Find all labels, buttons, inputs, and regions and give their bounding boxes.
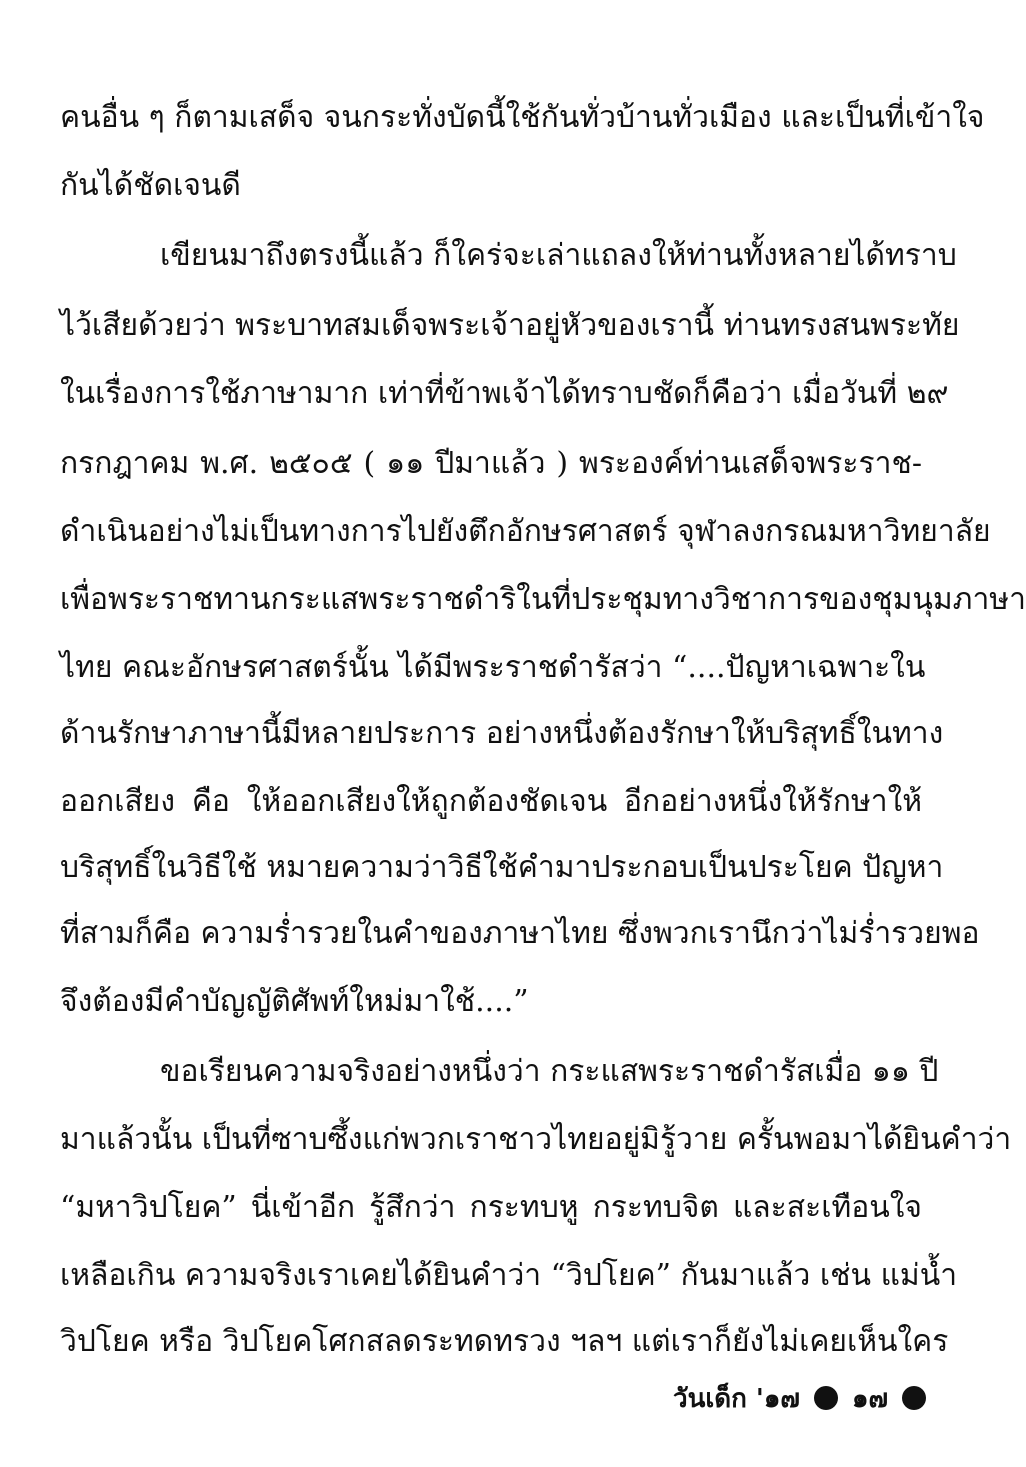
page-number: ๑๗ (851, 1383, 888, 1414)
paragraph-3-line-1: ขอเรียนความจริงอย่างหนึ่งว่า กระแสพระราชดำรัสเมื่อ ๑๑ ปี (160, 1054, 939, 1089)
paragraph-2-line-4: กรกฎาคม พ.ศ. ๒๕๐๕ ( ๑๑ ปีมาแล้ว ) พระองค์ท่านเสด็จพระราช- (60, 446, 922, 481)
paragraph-1-line-2: กันได้ชัดเจนดี (60, 168, 241, 203)
page-footer (673, 1378, 926, 1418)
paragraph-2-line-11: ที่สามก็คือ ความร่ำรวยในคำของภาษาไทย ซึ่งพวกเรานึกว่าไม่ร่ำรวยพอ (60, 916, 980, 951)
paragraph-2-line-1: เขียนมาถึงตรงนี้แล้ว ก็ใคร่จะเล่าแถลงให้ท่านทั้งหลายได้ทราบ (160, 238, 957, 273)
paragraph-2-line-6: เพื่อพระราชทานกระแสพระราชดำริในที่ประชุมทางวิชาการของชุมนุมภาษา (60, 582, 1026, 617)
paragraph-3-line-2: มาแล้วนั้น เป็นที่ซาบซึ้งแก่พวกเราชาวไทยอยู่มิรู้วาย ครั้นพอมาได้ยินคำว่า (60, 1122, 1012, 1157)
paragraph-2-line-8: ด้านรักษาภาษานี้มีหลายประการ อย่างหนึ่งต้องรักษาให้บริสุทธิ์ในทาง (60, 716, 944, 751)
paragraph-2-line-3: ในเรื่องการใช้ภาษามาก เท่าที่ข้าพเจ้าได้ทราบชัดก็คือว่า เมื่อวันที่ ๒๙ (60, 376, 949, 411)
bullet-dot-icon (902, 1386, 926, 1410)
paragraph-3-line-3: “มหาวิปโยค” นี่เข้าอีก รู้สึกว่า กระทบหู กระทบจิต และสะเทือนใจ (60, 1190, 922, 1225)
paragraph-2-line-7: ไทย คณะอักษรศาสตร์นั้น ได้มีพระราชดำรัสว่า “....ปัญหาเฉพาะใน (60, 650, 926, 685)
paragraph-3-line-5: วิปโยค หรือ วิปโยคโศกสลดระทดทรวง ฯลฯ แต่เราก็ยังไม่เคยเห็นใคร (60, 1324, 949, 1359)
paragraph-2-line-10: บริสุทธิ์ในวิธีใช้ หมายความว่าวิธีใช้คำมาประกอบเป็นประโยค ปัญหา (60, 850, 944, 885)
bullet-dot-icon (814, 1386, 838, 1410)
footer-title: วันเด็ก '๑๗ (672, 1383, 800, 1414)
paragraph-3-line-4: เหลือเกิน ความจริงเราเคยได้ยินคำว่า “วิปโยค” กันมาแล้ว เช่น แม่น้ำ (60, 1258, 958, 1293)
paragraph-2-line-12: จึงต้องมีคำบัญญัติศัพท์ใหม่มาใช้....” (60, 984, 529, 1019)
paragraph-2-line-2: ไว้เสียด้วยว่า พระบาทสมเด็จพระเจ้าอยู่หัวของเรานี้ ท่านทรงสนพระทัย (60, 308, 960, 343)
paragraph-1-line-1: คนอื่น ๆ ก็ตามเสด็จ จนกระทั่งบัดนี้ใช้กันทั่วบ้านทั่วเมือง และเป็นที่เข้าใจ (60, 100, 985, 135)
paragraph-2-line-9: ออกเสียง คือ ให้ออกเสียงให้ถูกต้องชัดเจน อีกอย่างหนึ่งให้รักษาให้ (60, 784, 922, 819)
paragraph-2-line-5: ดำเนินอย่างไม่เป็นทางการไปยังตึกอักษรศาสตร์ จุฬาลงกรณมหาวิทยาลัย (60, 514, 991, 549)
